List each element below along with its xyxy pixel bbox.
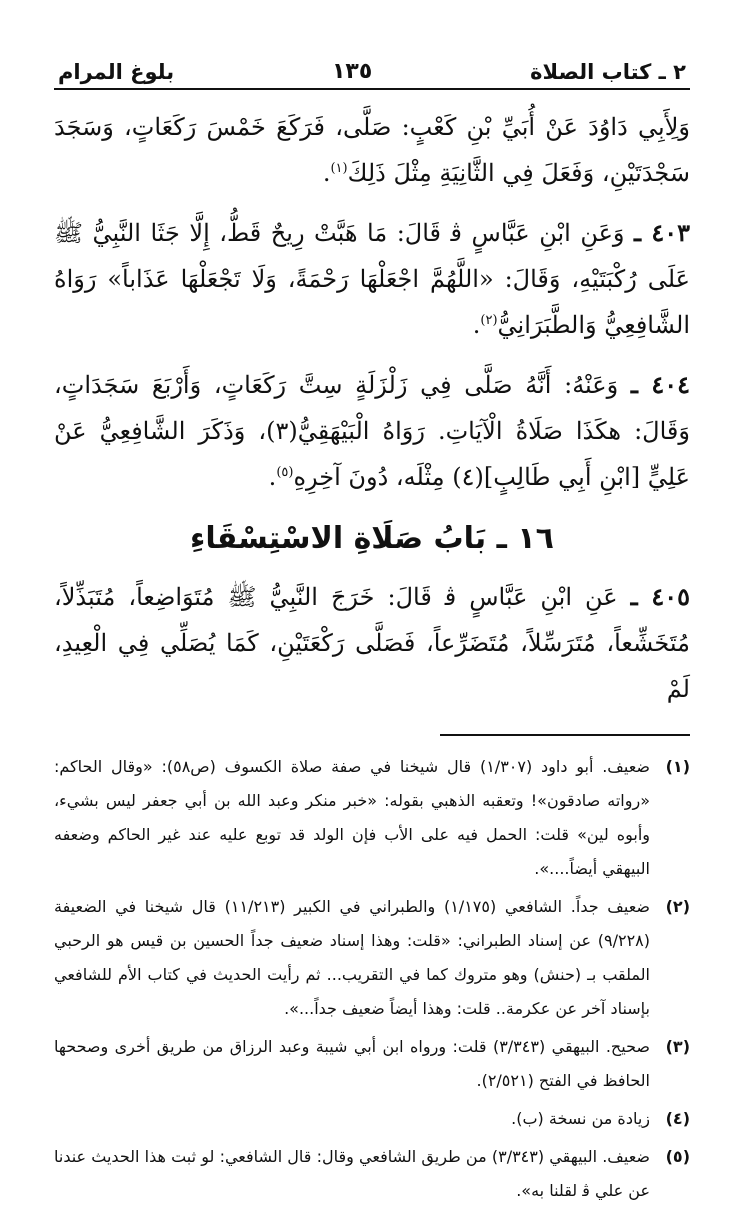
footnote bbox=[54, 750, 690, 886]
running-chapter-title: ٢ ـ كتاب الصلاة bbox=[530, 60, 686, 84]
footnote-text: ضعيف جداً. الشافعي (١/١٧٥) والطبراني في الكبير (١١/٢١٣) قال شيخنا في الضعيفة (٩/٢٢٨) عن إسناد الطبراني: «قلت: وهذا إسناد ضعيف جداً الحسين بن قيس هو الرحبي الملقب بـ (حنش) وهو متروك كما في التقريب... ثم رأيت الحديث في كتاب الأم للشافعي بإسناد آخر عن عكرمة.. قلت: وهذا أيضاً ضعيف جداً...». bbox=[54, 897, 651, 1018]
chapter-heading: ١٦ ـ بَابُ صَلَاةِ الاسْتِسْقَاءِ bbox=[190, 521, 554, 556]
footnote bbox=[54, 1102, 690, 1136]
main-text bbox=[54, 104, 690, 712]
footnote-text: صحيح. البيهقي (٣/٣٤٣) قلت: ورواه ابن أبي شيبة وعبد الرزاق من طريق أخرى وصححها الحافظ في الفتح (٢/٥٢١). bbox=[54, 1037, 650, 1090]
footnote-ref: (٢) bbox=[480, 313, 498, 328]
hadith-text: وَعَنْهُ: أَنَّهُ صَلَّى فِي زَلْزَلَةٍ سِتَّ رَكَعَاتٍ، وَأَرْبَعَ سَجَدَاتٍ، وَقَالَ: هكَذَا صَلَاةُ الْآيَاتِ. رَوَاهُ الْبَيْهَقِيُّ(٣)، وَذَكَرَ الشَّافِعِيُّ عَنْ عَلِيٍّ [ابْنِ أَبِي طَالِبٍ](٤) مِثْلَه، دُونَ آخِرِهِ bbox=[54, 371, 690, 491]
footnote-number: (٢) bbox=[665, 897, 690, 916]
page-number: ١٣٥ bbox=[331, 59, 373, 84]
footnotes bbox=[54, 750, 690, 1208]
footnote-number: (١) bbox=[665, 757, 690, 776]
running-book-title: بلوغ المرام bbox=[58, 60, 175, 84]
footnote-ref: (١) bbox=[330, 161, 348, 176]
footnote-separator bbox=[440, 734, 690, 736]
footnote-text: زيادة من نسخة (ب). bbox=[511, 1109, 650, 1128]
hadith-number: ٤٠٥ ـ bbox=[630, 582, 690, 611]
footnote-text: ضعيف. أبو داود (١/٣٠٧) قال شيخنا في صفة صلاة الكسوف (ص٥٨): «وقال الحاكم: «رواته صادقون»! وتعقبه الذهبي بقوله: «خبر منكر وعبد الله بن أبي جعفر ليس بشيء، وأبوه لين» قلت: الحمل فيه على الأب فإن الولد قد توبع عليه عند غير الحاكم وضعفه البيهقي أيضاً....». bbox=[54, 757, 650, 878]
hadith-text: عَنِ ابْنِ عَبَّاسٍ ﭬ قَالَ: خَرَجَ النَّبِيُّ ﷺ مُتَوَاضِعاً، مُتَبَذِّلاً، مُتَخَشِّعاً، مُتَرَسِّلاً، مُتَضَرِّعاً، فَصَلَّى رَكْعَتَيْنِ، كَمَا يُصَلِّي فِي الْعِيدِ، لَمْ bbox=[54, 583, 690, 703]
footnote-text: ضعيف. البيهقي (٣/٣٤٣) من طريق الشافعي وقال: قال الشافعي: لو ثبت هذا الحديث عندنا عن علي ﭬ لقلنا به». bbox=[54, 1147, 651, 1200]
hadith-paragraph: ٤٠٤ ـ وَعَنْهُ: أَنَّهُ صَلَّى فِي زَلْزَلَةٍ سِتَّ رَكَعَاتٍ، وَأَرْبَعَ سَجَدَاتٍ، وَقَالَ: هكَذَا صَلَاةُ الْآيَاتِ. رَوَاهُ الْبَيْهَقِيُّ(٣)، وَذَكَرَ الشَّافِعِيُّ عَنْ عَلِيٍّ [ابْنِ أَبِي طَالِبٍ](٤) مِثْلَه، دُونَ آخِرِهِ$^{(٥)}$. bbox=[54, 370, 690, 491]
page-header bbox=[54, 44, 690, 90]
hadith-paragraph: وَلِأَبِي دَاوُدَ عَنْ أُبَيِّ بْنِ كَعْبٍ: صَلَّى، فَرَكَعَ خَمْسَ رَكَعَاتٍ، وَسَجَدَ سَجْدَتَيْنِ، وَفَعَلَ فِي الثَّانِيَةِ مِثْلَ ذَلِكَ$^{(١)}$. bbox=[54, 113, 690, 187]
footnote-ref: (٥) bbox=[276, 465, 294, 480]
footnote bbox=[54, 1030, 690, 1098]
hadith-number: ٤٠٣ ـ bbox=[634, 218, 690, 247]
footnote bbox=[54, 1140, 690, 1208]
hadith-number: ٤٠٤ ـ bbox=[630, 370, 690, 399]
footnote-number: (٥) bbox=[665, 1147, 690, 1166]
hadith-text: وَعَنِ ابْنِ عَبَّاسٍ ﭬ قَالَ: مَا هَبَّتْ رِيحٌ قَطُّ، إِلَّا جَثَا النَّبِيُّ ﷺ عَلَى رُكْبَتَيْهِ، وَقَالَ: «اللَّهُمَّ اجْعَلْهَا رَحْمَةً، وَلَا تَجْعَلْهَا عَذَاباً» رَوَاهُ الشَّافِعِيُّ وَالطَّبَرَانِيُّ bbox=[54, 219, 690, 339]
hadith-paragraph: ٤٠٣ ـ وَعَنِ ابْنِ عَبَّاسٍ ﭬ قَالَ: مَا هَبَّتْ رِيحٌ قَطُّ، إِلَّا جَثَا النَّبِيُّ ﷺ عَلَى رُكْبَتَيْهِ، وَقَالَ: «اللَّهُمَّ اجْعَلْهَا رَحْمَةً، وَلَا تَجْعَلْهَا عَذَاباً» رَوَاهُ الشَّافِعِيُّ وَالطَّبَرَانِيُّ$^{(٢)}$. bbox=[54, 218, 690, 339]
footnote-number: (٣) bbox=[665, 1037, 690, 1056]
hadith-text: وَلِأَبِي دَاوُدَ عَنْ أُبَيِّ بْنِ كَعْبٍ: صَلَّى، فَرَكَعَ خَمْسَ رَكَعَاتٍ، وَسَجَدَ سَجْدَتَيْنِ، وَفَعَلَ فِي الثَّانِيَةِ مِثْلَ ذَلِكَ bbox=[54, 113, 690, 187]
footnote bbox=[54, 890, 690, 1026]
footnote-number: (٤) bbox=[665, 1109, 690, 1128]
hadith-paragraph bbox=[54, 574, 690, 712]
